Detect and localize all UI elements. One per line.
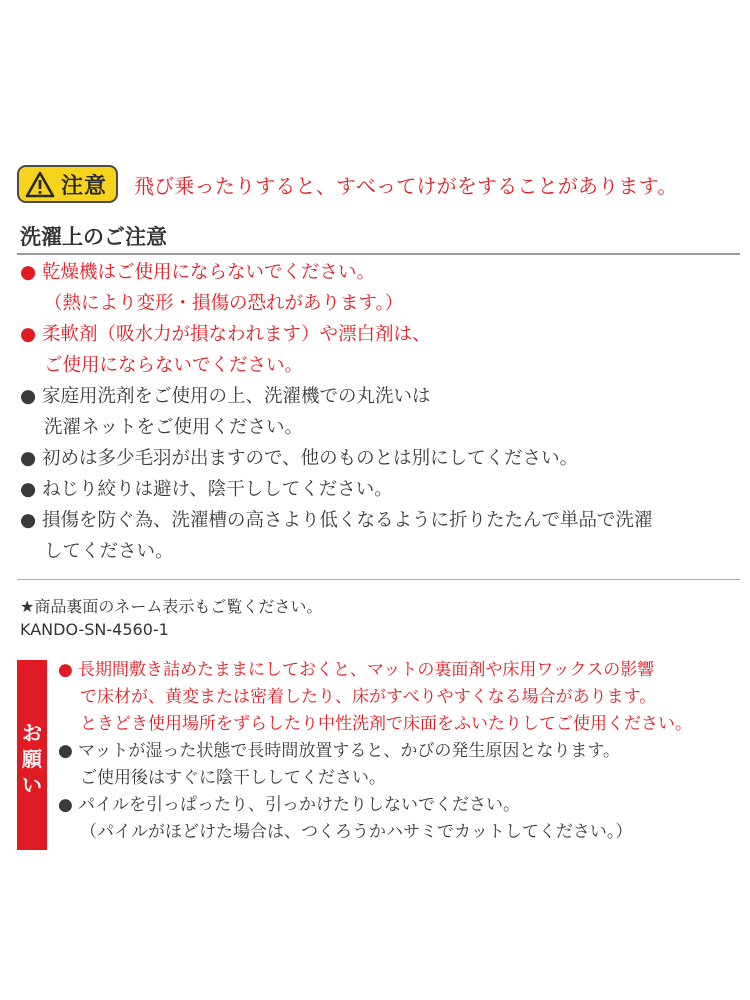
list-item-line: 乾燥機はご使用にならないでください。	[42, 262, 376, 283]
bullet-dot-icon: ●	[20, 448, 37, 469]
bullet-dot-icon: ●	[20, 386, 37, 407]
list-item	[58, 738, 692, 792]
request-list	[58, 657, 692, 846]
list-item-line: マットが湿った状態で長時間放置すると、かびの発生原因となります。	[78, 741, 620, 761]
list-item	[20, 474, 740, 505]
list-item-line: ときどき使用場所をずらしたり中性洗剤で床面をふいたりしてご使用ください。	[80, 714, 692, 734]
list-item-line: （パイルがほどけた場合は、つくろうかハサミでカットしてください。）	[80, 822, 633, 842]
list-divider	[17, 579, 740, 580]
product-code: KANDO-SN-4560-1	[20, 620, 169, 639]
list-item-line: で床材が、黄変または密着したり、床がすべりやすくなる場合があります。	[80, 687, 657, 707]
list-item-line: パイルを引っぱったり、引っかけたりしないでください。	[78, 795, 520, 815]
list-item	[20, 257, 740, 319]
list-item	[20, 319, 740, 381]
list-item-line: 柔軟剤（吸水力が損なわれます）や漂白剤は、	[42, 324, 431, 345]
request-label-char: 願	[22, 747, 42, 771]
list-item-line: 家庭用洗剤をご使用の上、洗濯機での丸洗いは	[42, 386, 431, 407]
request-label	[17, 720, 47, 798]
request-label-char: い	[22, 773, 42, 797]
list-item-line: してください。	[44, 541, 174, 562]
request-label-box	[17, 660, 47, 850]
list-item-line: 初めは多少毛羽が出ますので、他のものとは別にしてください。	[42, 448, 579, 469]
bullet-dot-icon: ●	[20, 324, 37, 345]
caution-label: 注意	[61, 173, 108, 199]
label-note: ★商品裏面のネーム表示もご覧ください。	[20, 597, 323, 616]
request-label-char: お	[22, 721, 42, 745]
list-item-line: ご使用にならないでください。	[44, 355, 304, 376]
list-item	[58, 657, 692, 738]
bullet-dot-icon: ●	[20, 510, 37, 531]
list-item	[58, 792, 692, 846]
bullet-dot-icon: ●	[20, 262, 37, 283]
list-item-line: （熱により変形・損傷の恐れがあります。）	[44, 293, 404, 314]
section-divider	[17, 253, 740, 255]
caution-badge	[17, 165, 118, 203]
washing-instructions-list	[20, 257, 740, 567]
list-item-line: ねじり絞りは避け、陰干ししてください。	[42, 479, 393, 500]
washing-section-title: 洗濯上のご注意	[20, 225, 167, 249]
bullet-dot-icon: ●	[58, 795, 73, 815]
list-item	[20, 381, 740, 443]
list-item	[20, 443, 740, 474]
caution-row	[17, 165, 677, 203]
bullet-dot-icon: ●	[20, 479, 37, 500]
bullet-dot-icon: ●	[58, 741, 73, 761]
warning-triangle-icon	[25, 171, 55, 198]
caution-text: 飛び乗ったりすると、すべってけがをすることがあります。	[134, 173, 678, 198]
list-item-line: 損傷を防ぐ為、洗濯槽の高さより低くなるように折りたたんで単品で洗濯	[42, 510, 653, 531]
list-item-line: 長期間敷き詰めたままにしておくと、マットの裏面剤や床用ワックスの影響	[78, 660, 655, 680]
bullet-dot-icon: ●	[58, 660, 73, 680]
list-item-line: 洗濯ネットをご使用ください。	[44, 417, 304, 438]
list-item-line: ご使用後はすぐに陰干ししてください。	[80, 768, 386, 788]
list-item	[20, 505, 740, 567]
